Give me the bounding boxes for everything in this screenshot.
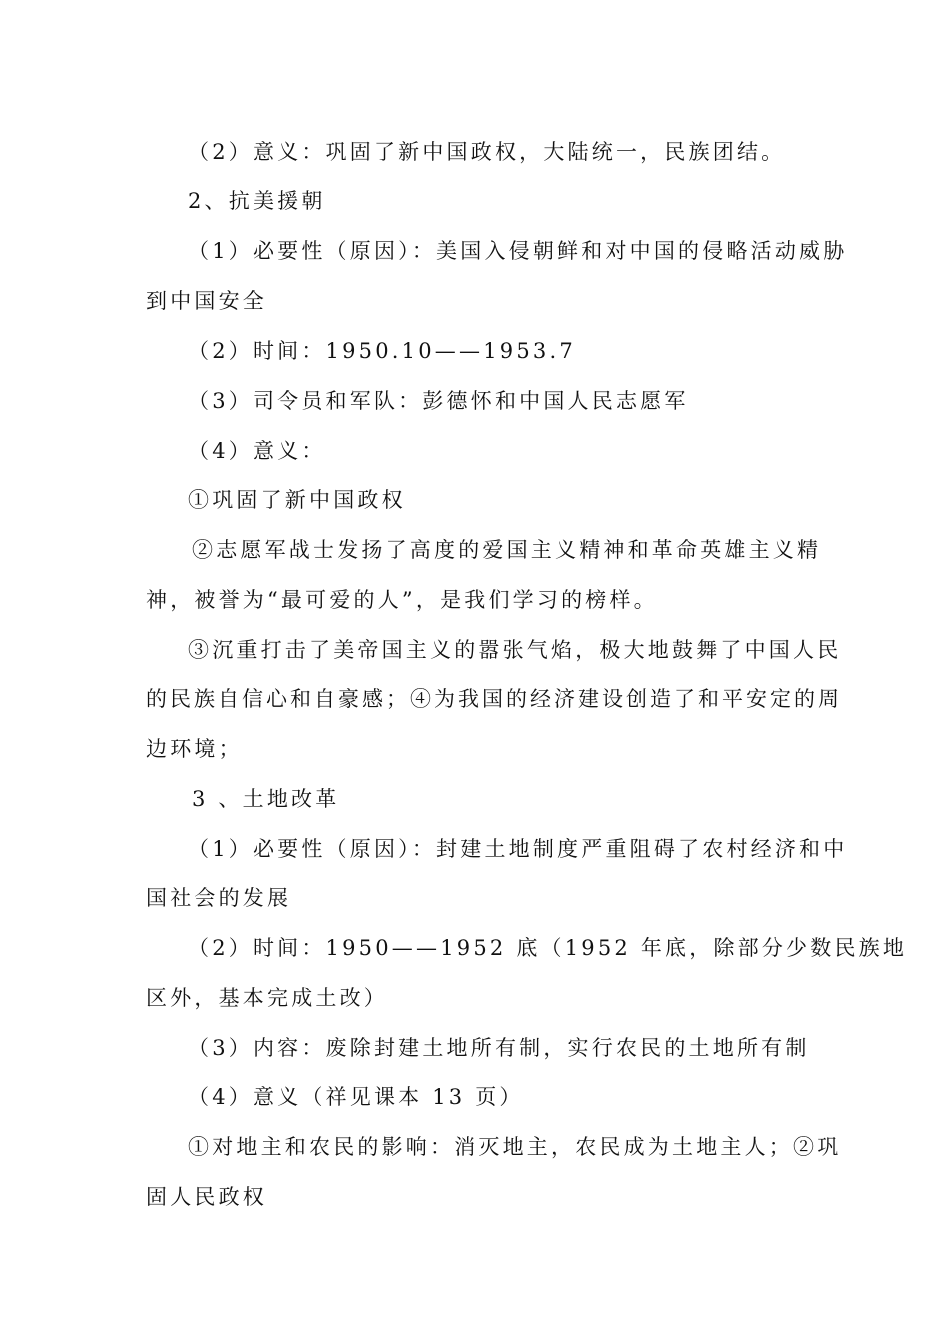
paragraph-line: 神，被誉为“最可爱的人”，是我们学习的榜样。 — [146, 588, 658, 612]
section-heading: 2、抗美援朝 — [188, 189, 326, 213]
paragraph-line: 的民族自信心和自豪感；④为我国的经济建设创造了和平安定的周 — [146, 687, 842, 711]
paragraph-line: （3）司令员和军队：彭德怀和中国人民志愿军 — [188, 389, 689, 413]
section-heading: 3 、土地改革 — [192, 787, 340, 811]
paragraph-line: ①巩固了新中国政权 — [188, 488, 406, 512]
paragraph-line: 国社会的发展 — [146, 886, 292, 910]
paragraph-line: （4）意义： — [188, 439, 326, 463]
paragraph-line: 固人民政权 — [146, 1185, 267, 1209]
paragraph-line: ②志愿军战士发扬了高度的爱国主义精神和革命英雄主义精 — [192, 538, 822, 562]
paragraph-line: ①对地主和农民的影响：消灭地主，农民成为土地主人；②巩 — [188, 1135, 842, 1159]
paragraph-line: （2）时间：1950——1952 底（1952 年底，除部分少数民族地 — [188, 936, 908, 960]
paragraph-line: 边环境； — [146, 737, 243, 761]
paragraph-line: 到中国安全 — [146, 289, 267, 313]
paragraph-line: （1）必要性（原因）：封建土地制度严重阻碍了农村经济和中 — [188, 837, 848, 861]
paragraph-line: （1）必要性（原因）：美国入侵朝鲜和对中国的侵略活动威胁 — [188, 239, 848, 263]
paragraph-line: （2）时间：1950.10——1953.7 — [188, 339, 576, 363]
paragraph-line: ③沉重打击了美帝国主义的嚣张气焰，极大地鼓舞了中国人民 — [188, 638, 842, 662]
paragraph-line: （2）意义：巩固了新中国政权，大陆统一，民族团结。 — [188, 140, 786, 164]
paragraph-line: （4）意义（祥见课本 13 页） — [188, 1085, 524, 1109]
paragraph-line: （3）内容：废除封建土地所有制，实行农民的土地所有制 — [188, 1036, 810, 1060]
paragraph-line: 区外，基本完成土改） — [146, 986, 388, 1010]
